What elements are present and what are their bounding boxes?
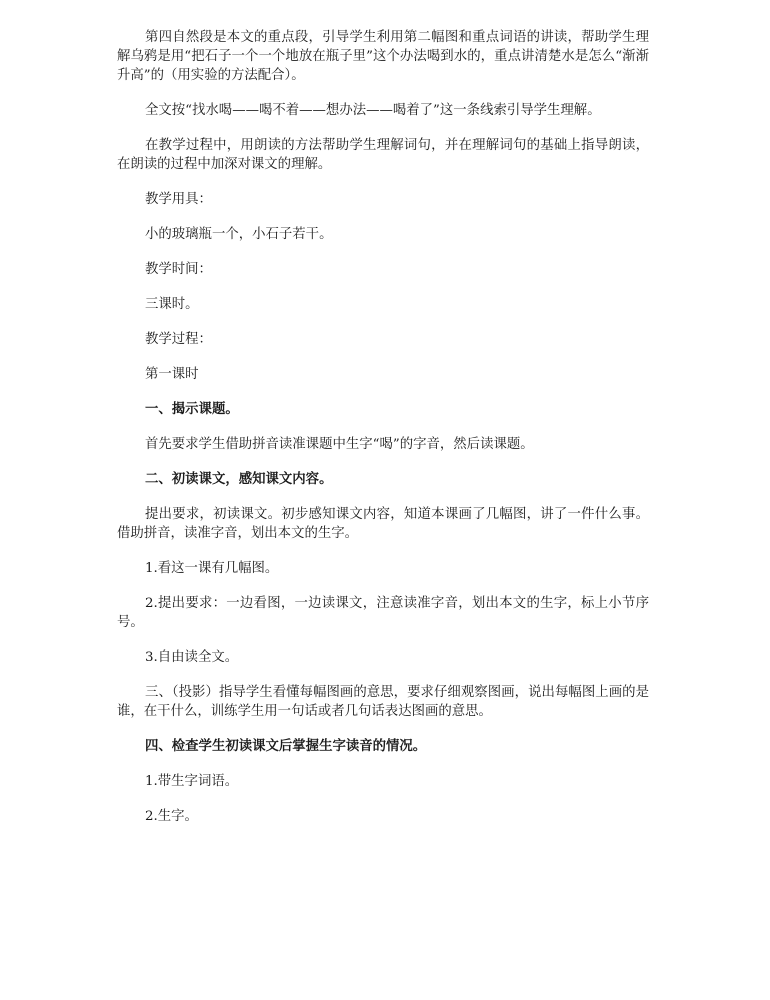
- list-item: 2.生字。: [145, 809, 198, 824]
- lesson-heading: 第一课时: [145, 367, 199, 382]
- paragraph: 第四自然段是本文的重点段，引导学生利用第二幅图和重点词语的讲读，帮助学生理解乌鸦是用“把石子一个一个地放在瓶子里”这个办法喝到水的，重点讲清楚水是怎么“渐渐升高”的（用实验的方法配合）。: [117, 30, 649, 83]
- document-body: [117, 28, 649, 842]
- section-label: 教学时间：: [145, 262, 212, 277]
- paragraph: 三、（投影）指导学生看懂每幅图画的意思，要求仔细观察图画，说出每幅图上画的是谁，在干什么，训练学生用一句话或者几句话表达图画的意思。: [117, 685, 649, 719]
- step-heading: 二、初读课文，感知课文内容。: [145, 471, 333, 487]
- section-label: 教学过程：: [145, 332, 212, 347]
- list-item: 1.带生字词语。: [145, 774, 239, 789]
- paragraph: 在教学过程中，用朗读的方法帮助学生理解词句，并在理解词句的基础上指导朗读，在朗读的过程中加深对课文的理解。: [117, 138, 649, 172]
- paragraph: 首先要求学生借助拼音读准课题中生字“喝”的字音，然后读课题。: [145, 437, 534, 452]
- paragraph: 小的玻璃瓶一个，小石子若干。: [145, 227, 333, 242]
- list-item: 3.自由读全文。: [145, 650, 239, 665]
- list-item: 2.提出要求：一边看图，一边读课文，注意读准字音，划出本文的生字，标上小节序号。: [117, 596, 649, 630]
- step-heading: 四、检查学生初读课文后掌握生字读音的情况。: [145, 738, 427, 754]
- paragraph: 三课时。: [145, 297, 199, 312]
- paragraph: 提出要求，初读课文。初步感知课文内容，知道本课画了几幅图，讲了一件什么事。借助拼音，读准字音，划出本文的生字。: [117, 507, 649, 541]
- section-label: 教学用具：: [145, 192, 212, 207]
- step-heading: 一、揭示课题。: [145, 401, 239, 417]
- paragraph: 全文按“找水喝——喝不着——想办法——喝着了”这一条线索引导学生理解。: [145, 103, 601, 118]
- list-item: 1.看这一课有几幅图。: [145, 561, 279, 576]
